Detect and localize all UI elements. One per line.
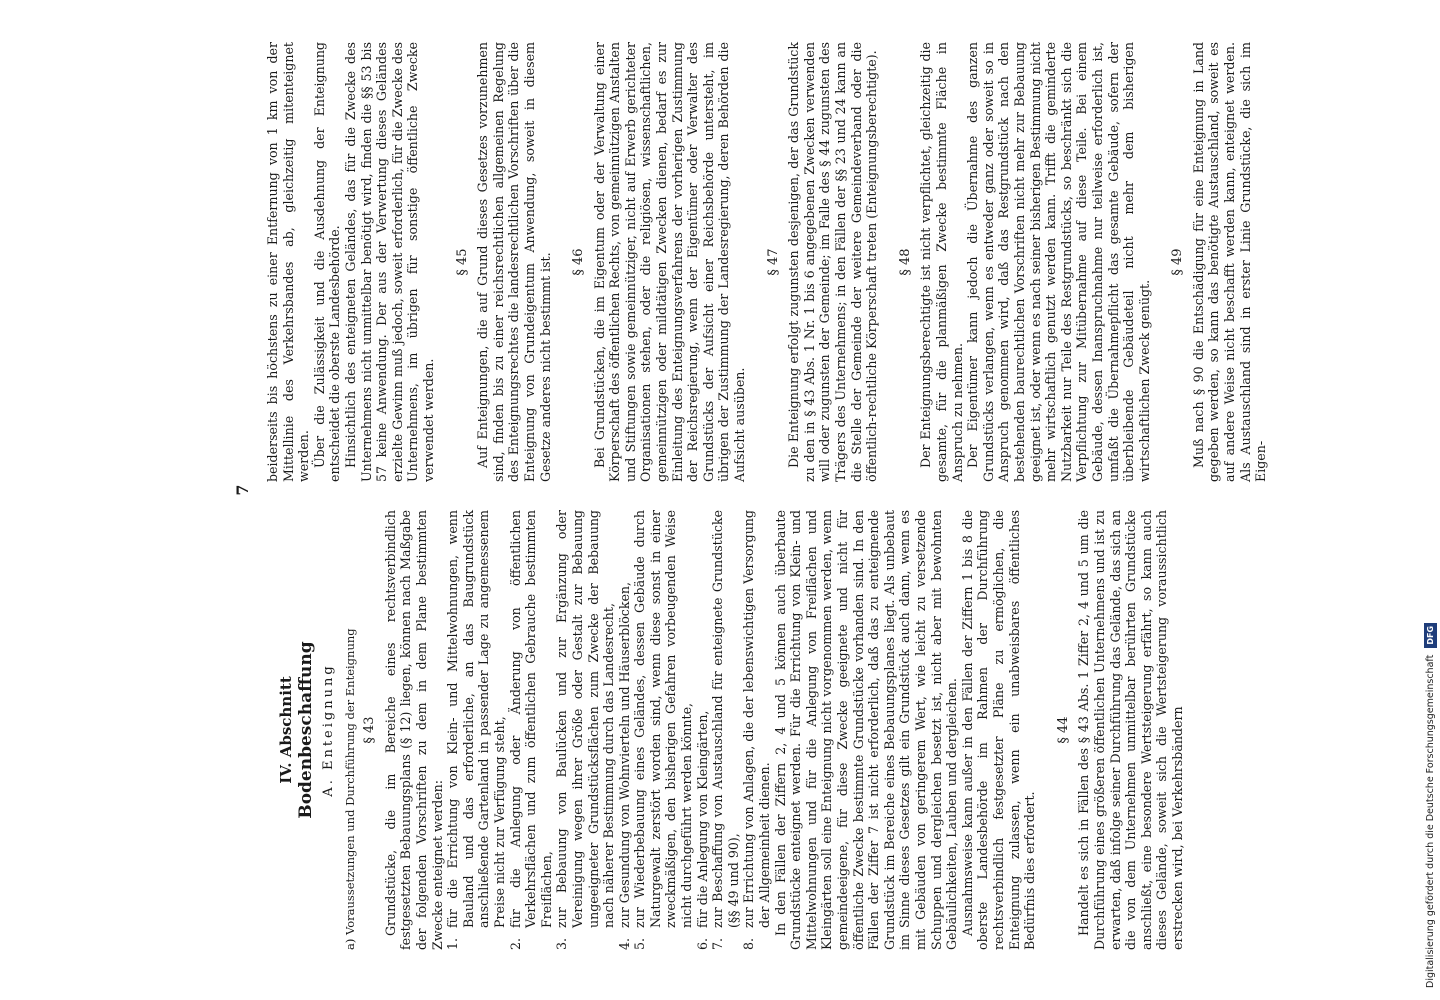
page-number: 7 (233, 484, 252, 496)
section-49-heading: § 49 (1170, 248, 1186, 276)
list-item: 8. zur Errichtung von Anlagen, die der lebenswichtigen Versorgung der Allgemeinheit dienen. (741, 510, 773, 950)
section-45-heading: § 45 (454, 248, 470, 276)
section-48-paragraph-2: Der Eigentümer kann jedoch die Übernahme des ganzen Grundstücks verlangen, wenn es entweder ganz oder soweit so in Anspruch genommen wird, daß das Restgrundstück nach den bestehenden baurechtlichen Vorschriften nicht mehr zur Bebauung geeignet ist, oder wenn es nach seiner bisherigen Bestimmung nicht mehr wirtschaftlich genutzt werden kann. Trifft die geminderte Nutzbarkeit nur Teile des Restgrundstücks, so beschränkt sich die Verpflichtung zur Mitübernahme auf diese Teile. Bei einem Gebäude, dessen Inanspruchnahme nur teilweise erforderlich ist, umfaßt die Übernahmepflicht das gesamte Gebäude, sofern der überbleibende Gebäudeteil nicht mehr dem bisherigen wirtschaftlichen Zweck genügt. (965, 42, 1152, 482)
section-46-heading: § 46 (571, 248, 587, 276)
list-item: 5. zur Wiederbebauung eines Geländes, dessen Gebäude durch Naturgewalt zerstört worden sind, wenn diese sonst in einer zweckmäßigen, den bisherigen Gefahren vorbeugenden Weise nicht durchgeführt werden könnte, (632, 510, 695, 950)
digitization-text: Digitalisierung gefördert durch die Deutsche Forschungsgemeinschaft (1425, 654, 1436, 988)
dfg-logo: DFG (1424, 623, 1437, 648)
list-item: 7. zur Beschaffung von Austauschland für enteignete Grundstücke (§§ 49 und 90), (710, 510, 741, 950)
list-item: 2. für die Anlegung oder Änderung von öffentlichen Verkehrsflächen und zum öffentlichen Gebrauche bestimmten Freiflächen, (507, 510, 554, 950)
section-43-heading: § 43 (362, 716, 378, 744)
section-46-paragraph-1: Bei Grundstücken, die im Eigentum oder der Verwaltung einer Körperschaft des öffentlichen Rechts, von gemeinnützigen Anstalten und Stiftungen sowie gemeinnütziger, nicht auf Erwerb gerichteter Organisationen stehen, oder die religiösen, wissenschaftlichen, gemeinnützigen oder mildtätigen Zwecken dienen, bedarf es zur Einleitung des Enteignungsverfahrens der vorherigen Zustimmung der Reichsregierung, wenn der Eigentümer oder Verwalter des Grundstücks der Aufsicht einer Reichsbehörde untersteht, im übrigen der Zustimmung der Landesregierung, deren Behörden die Aufsicht ausüben. (591, 42, 748, 482)
section-44-heading: § 44 (1055, 716, 1071, 744)
list-item: 4. zur Gesundung von Wohnvierteln und Häuserblöcken, (616, 581, 632, 950)
section-47-heading: § 47 (765, 248, 781, 276)
section-44-continuation: beiderseits bis höchstens zu einer Entfernung von 1 km von der Mittellinie des Verkehrsbandes ab, gleichzeitig mitenteignet werden. (265, 42, 312, 482)
digitization-note (1422, 8, 1440, 988)
section-44-paragraph-1: Handelt es sich in Fällen des § 43 Abs. 1 Ziffer 2, 4 und 5 um die Durchführung eines größeren öffentlichen Unternehmens und ist zu erwarten, daß infolge seiner Durchführung das Gelände, das sich an die von dem Unternehmen unmittelbar berührten Grundstücke anschließt, eine besondere Wertsteigerung erfährt, so kann auch dieses Gelände, soweit sich die Wertsteigerung voraussichtlich erstrecken wird, bei Verkehrsbändern (1076, 510, 1185, 950)
section-47-paragraph-1: Die Enteignung erfolgt zugunsten desjenigen, der das Grundstück zu den in § 43 Abs. 1 Nr. 1 bis 6 angegebenen Zwecken verwenden will oder zugunsten der Gemeinde; im Falle des § 44 zugunsten des Trägers des Unternehmens; in den Fällen der §§ 23 und 24 kann an die Stelle der Gemeinde der weitere Gemeindeverband oder die öffentlich-rechtliche Körperschaft treten (Enteignungsberechtigte). (786, 42, 880, 482)
left-column (277, 510, 1185, 950)
section-43-list (445, 510, 772, 950)
section-43-paragraph-3: Ausnahmsweise kann außer in den Fällen der Ziffern 1 bis 8 die oberste Landesbehörde im Rahmen der Durchführung rechtsverbindlich festgesetzter Pläne zu ermöglichen, die Enteignung zulassen, wenn ein unabweisbares öffentliches Bedürfnis dies erfordert. (959, 510, 1038, 950)
list-item: 3. zur Bebauung von Baulücken und zur Ergänzung oder Vereinigung wegen ihrer Größe oder Gestalt zur Bebauung ungeeigneter Grundstücksflächen zum Zwecke der Bebauung nach näherer Bestimmung durch das Landesrecht, (554, 510, 617, 950)
section-43-paragraph-2: In den Fällen der Ziffern 2, 4 und 5 können auch überbaute Grundstücke enteignet werden. Für die Errichtung von Klein- und Mittelwohnungen und für die Anlegung von Freiflächen und Kleingärten soll eine Enteignung nicht vorgenommen werden, wenn gemeindeeigene, für diese Zwecke geeignete und nicht für öffentliche Zwecke bestimmte Grundstücke vorhanden sind. In den Fällen der Ziffer 7 ist nicht erforderlich, daß das zu enteignende Grundstück im Bereiche eines Bebauungsplanes liegt. Als unbebaut im Sinne dieses Gesetzes gilt ein Grundstück auch dann, wenn es mit Gebäuden von geringerem Wert, wie leicht zu versetzende Schuppen und dergleichen besetzt ist, nicht aber mit bewohnten Gebäulichkeiten, Lauben und dergleichen. (772, 510, 960, 950)
section-44-paragraph-3: Hinsichtlich des enteigneten Geländes, das für die Zwecke des Unternehmens nicht unmittelbar benötigt wird, finden die §§ 53 bis 57 keine Anwendung. Der aus der Verwertung dieses Geländes erzielte Gewinn muß jedoch, soweit erforderlich, für die Zwecke des Unternehmens, im übrigen für sonstige öffentliche Zwecke verwendet werden. (342, 42, 436, 482)
list-item: 6. für die Anlegung von Kleingärten, (694, 710, 710, 950)
section-44-paragraph-2: Über die Zulässigkeit und die Ausdehnung der Enteignung entscheidet die oberste Landesbehörde. (311, 42, 343, 482)
section-43-intro: Grundstücke, die im Bereiche eines rechtsverbindlich festgesetzten Bebauungsplans (§ 12) liegen, können nach Maßgabe der folgenden Vorschriften zu dem in dem Plane bestimmten Zwecke enteignet werden: (382, 510, 445, 950)
section-45-paragraph-1: Auf Enteignungen, die auf Grund dieses Gesetzes vorzunehmen sind, finden bis zu einer reichsrechtlichen allgemeinen Regelung des Enteignungsrechtes die landesrechtlichen Vorschriften über die Enteignung von Grundeigentum Anwendung, soweit in diesem Gesetze anderes nicht bestimmt ist. (475, 42, 553, 482)
rotated-page (225, 20, 1305, 960)
part-heading: A. Enteignung (321, 663, 336, 797)
chapter-heading: IV. Abschnitt (277, 676, 295, 784)
section-48-heading: § 48 (897, 248, 913, 276)
section-48-paragraph-1: Der Enteignungsberechtigte ist nicht verpflichtet, gleichzeitig die gesamte, für die planmäßigen Zwecke bestimmte Fläche in Anspruch zu nehmen. (918, 42, 965, 482)
list-item: 1. für die Errichtung von Klein- und Mittelwohnungen, wenn Bauland und das erforderliche, an das Baugrundstück anschließende Gartenland in passender Lage zu angemessenem Preise nicht zur Verfügung steht, (445, 510, 507, 950)
chapter-title: Bodenbeschaffung (296, 641, 316, 819)
section-49-paragraph-1: Muß nach § 90 die Entschädigung für eine Enteignung in Land gegeben werden, so kann das benötigte Austauschland, soweit es auf andere Weise nicht beschafft werden kann, enteignet werden. Als Austauschland sind in erster Linie Grundstücke, die sich im Eigen- (1190, 42, 1269, 482)
right-column (265, 42, 1269, 482)
subpart-heading: a) Voraussetzungen und Durchführung der Enteignung (342, 628, 357, 950)
